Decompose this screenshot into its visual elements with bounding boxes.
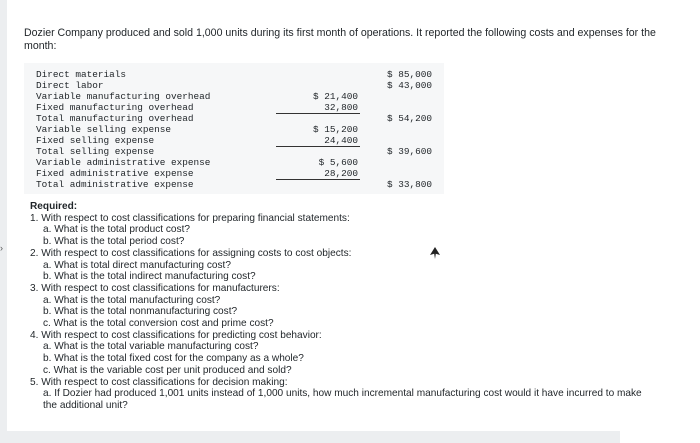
cost-amount: $ 33,800 xyxy=(386,179,432,190)
question-3a: a. What is the total manufacturing cost? xyxy=(43,294,221,306)
cost-label: Total administrative expense xyxy=(36,179,194,190)
question-3c: c. What is the total conversion cost and prime cost? xyxy=(43,318,274,330)
cost-row xyxy=(24,146,444,157)
cost-label: Fixed administrative expense xyxy=(36,168,194,179)
cost-subamount: 24,400 xyxy=(324,135,358,146)
cost-row xyxy=(24,102,444,113)
cost-row xyxy=(24,179,444,190)
cost-amount: $ 85,000 xyxy=(386,69,432,80)
cost-row xyxy=(24,80,444,91)
cost-amount: $ 54,200 xyxy=(386,113,432,124)
question-4a: a. What is the total variable manufacturing cost? xyxy=(43,341,259,353)
question-2b: b. What is the total indirect manufacturing cost? xyxy=(43,271,256,283)
cost-label: Direct labor xyxy=(36,80,104,91)
question-4: 4. With respect to cost classifications for predicting cost behavior: xyxy=(30,329,322,341)
cost-table xyxy=(24,63,444,194)
cost-row xyxy=(24,91,444,102)
cost-row xyxy=(24,135,444,146)
cost-row xyxy=(24,124,444,135)
cost-amount: $ 39,600 xyxy=(386,146,432,157)
cost-row xyxy=(24,168,444,179)
cost-row xyxy=(24,69,444,80)
left-margin-bar xyxy=(0,0,7,443)
cost-row xyxy=(24,157,444,168)
question-4b: b. What is the total fixed cost for the company as a whole? xyxy=(43,353,304,365)
cost-label: Variable administrative expense xyxy=(36,157,211,168)
cost-label: Total manufacturing overhead xyxy=(36,113,194,124)
cost-subamount: $ 5,600 xyxy=(318,157,358,168)
question-3b: b. What is the total nonmanufacturing cost? xyxy=(43,306,238,318)
cost-label: Total selling expense xyxy=(36,146,155,157)
cost-label: Variable manufacturing overhead xyxy=(36,91,211,102)
cost-row xyxy=(24,113,444,124)
cost-subamount: $ 15,200 xyxy=(312,124,358,135)
cost-subamount: $ 21,400 xyxy=(312,91,358,102)
bottom-strip xyxy=(0,431,620,443)
cost-label: Fixed selling expense xyxy=(36,135,155,146)
cost-label: Variable selling expense xyxy=(36,124,172,135)
question-1a: a. What is the total product cost? xyxy=(43,224,190,236)
cost-subamount: 32,800 xyxy=(324,102,358,113)
mouse-pointer-icon xyxy=(430,247,440,259)
required-title: Required: xyxy=(30,201,78,212)
required-section xyxy=(30,201,670,412)
question-1b: b. What is the total period cost? xyxy=(43,236,185,248)
question-5a: a. If Dozier had produced 1,001 units instead of 1,000 units, how much incremental manufacturing cost would it have incurred to make the additional unit? xyxy=(43,388,642,411)
cost-subamount: 28,200 xyxy=(324,168,358,179)
question-3: 3. With respect to cost classifications for manufacturers: xyxy=(30,282,280,294)
cost-amount: $ 43,000 xyxy=(386,80,432,91)
question-2a: a. What is total direct manufacturing cost? xyxy=(43,259,231,271)
question-1: 1. With respect to cost classifications for preparing financial statements: xyxy=(30,212,350,224)
problem-intro: Dozier Company produced and sold 1,000 units during its first month of operations. It reported the following costs and expenses for the month: xyxy=(24,27,656,52)
cost-label: Fixed manufacturing overhead xyxy=(36,102,194,113)
cost-label: Direct materials xyxy=(36,69,127,80)
question-5: 5. With respect to cost classifications for decision making: xyxy=(30,376,288,388)
question-4c: c. What is the variable cost per unit produced and sold? xyxy=(43,364,292,376)
margin-mark: › xyxy=(0,243,3,253)
question-2: 2. With respect to cost classifications for assigning costs to cost objects: xyxy=(30,247,352,259)
